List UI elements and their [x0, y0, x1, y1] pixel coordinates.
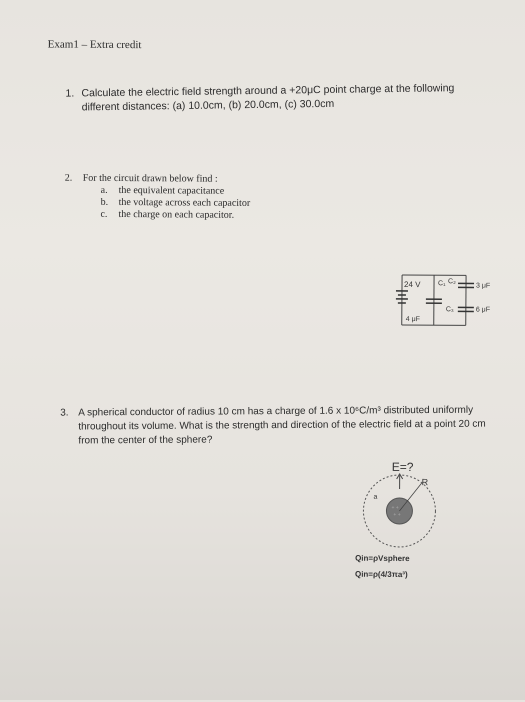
sub-question-letter: c. — [100, 209, 107, 221]
field-question-label: E=? — [392, 460, 414, 474]
question-text-line: Calculate the electric field strength around a +20μC point charge at the following — [65, 81, 454, 100]
c1-label: C₁ — [438, 280, 446, 287]
sphere-figure — [349, 459, 460, 590]
circuit-diagram — [394, 269, 514, 332]
sub-question-text: the equivalent capacitance — [119, 185, 225, 197]
svg-text:+ +: + + — [391, 505, 398, 511]
exam-title: Exam1 – Extra credit — [48, 38, 142, 51]
c3-label: C₃ — [446, 306, 454, 313]
sub-question-letter: b. — [101, 197, 109, 209]
c2-label: C₂ — [448, 278, 456, 285]
question-2 — [64, 173, 250, 222]
charge-formula-1: Qin=ρVsphere — [355, 554, 410, 563]
svg-text:+ +: + + — [393, 512, 400, 518]
question-text-line: different distances: (a) 10.0cm, (b) 20.0cm, (c) 30.0cm — [66, 95, 455, 114]
question-text-line: For the circuit drawn below find : — [65, 173, 251, 186]
question-text-line: throughout its volume. What is the strength and direction of the electric field at a point 20 cm — [60, 418, 486, 435]
sub-question-text: the voltage across each capacitor — [119, 197, 251, 209]
battery-label: 24 V — [404, 280, 421, 289]
question-number: 3. — [60, 407, 68, 421]
charge-formula-2: Qin=ρ(4/3πa³) — [355, 570, 408, 579]
question-number: 2. — [65, 173, 73, 185]
question-3 — [60, 404, 486, 449]
radius-label: R — [422, 477, 429, 487]
c2-value: 3 μF — [476, 282, 490, 289]
question-number: 1. — [65, 87, 74, 101]
c1-value: 4 μF — [406, 316, 420, 323]
question-text-line: from the center of the sphere? — [60, 432, 486, 449]
inner-radius-label: a — [374, 494, 378, 501]
question-1 — [65, 81, 454, 114]
question-text-line: A spherical conductor of radius 10 cm has a charge of 1.6 x 10⁶C/m³ distributed uniformly — [60, 404, 486, 421]
sub-question-text: the charge on each capacitor. — [118, 209, 234, 221]
sub-question-letter: a. — [101, 185, 108, 197]
exam-sheet — [3, 0, 518, 702]
sub-question-c — [64, 209, 250, 222]
c3-value: 6 μF — [476, 306, 490, 313]
